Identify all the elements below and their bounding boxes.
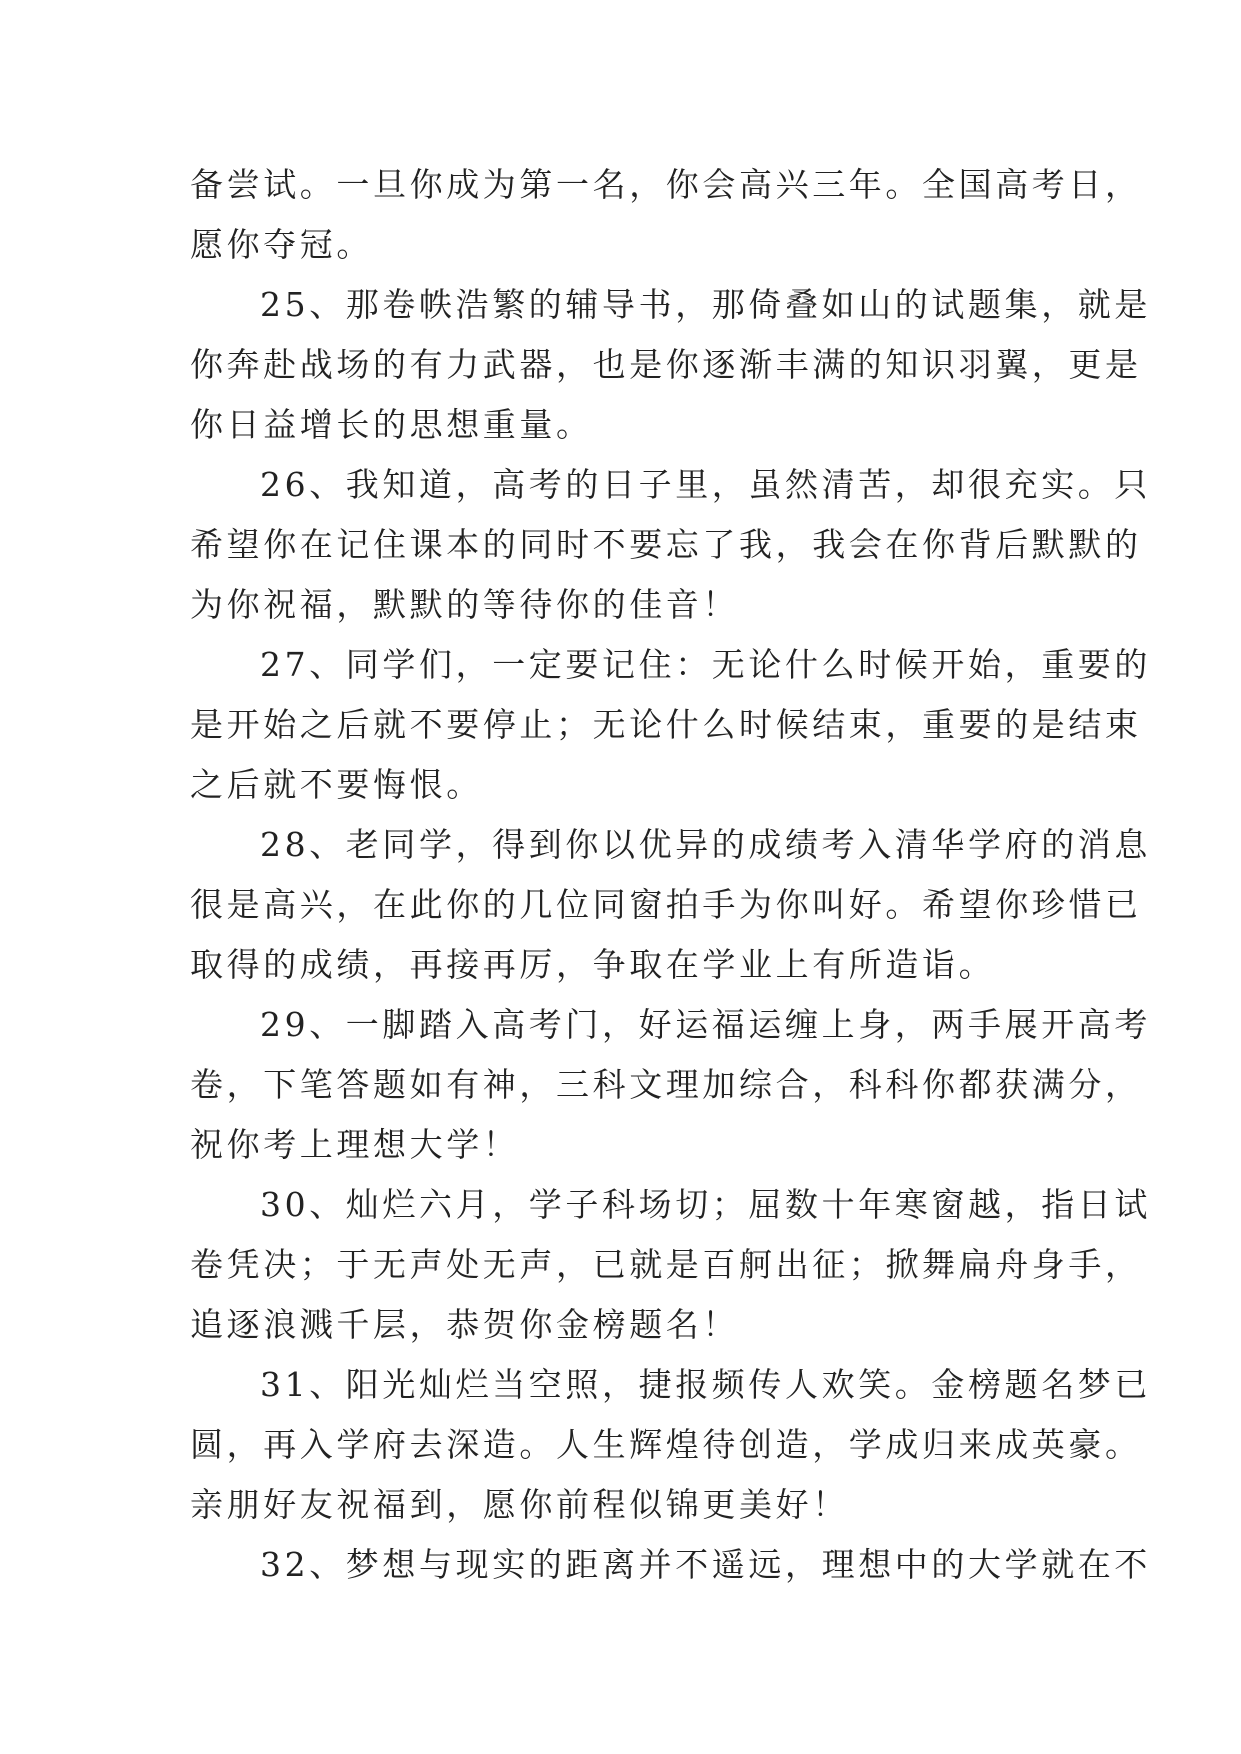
text-line: 祝你考上理想大学！ xyxy=(190,1125,520,1164)
text-line: 25、那卷帙浩繁的辅导书，那倚叠如山的试题集，就是 xyxy=(260,285,1151,324)
text-line: 圆，再入学府去深造。人生辉煌待创造，学成归来成英豪。 xyxy=(190,1425,1142,1464)
text-line: 备尝试。一旦你成为第一名，你会高兴三年。全国高考日， xyxy=(190,165,1142,204)
text-line: 31、阳光灿烂当空照，捷报频传人欢笑。金榜题名梦已 xyxy=(260,1365,1151,1404)
text-line: 是开始之后就不要停止；无论什么时候结束，重要的是结束 xyxy=(190,705,1142,744)
text-line: 追逐浪溅千层，恭贺你金榜题名！ xyxy=(190,1305,739,1344)
text-line: 愿你夺冠。 xyxy=(190,225,373,264)
text-line: 卷，下笔答题如有神，三科文理加综合，科科你都获满分， xyxy=(190,1065,1142,1104)
text-line: 32、梦想与现实的距离并不遥远，理想中的大学就在不 xyxy=(260,1545,1151,1584)
body-text xyxy=(190,155,1151,1595)
text-line: 为你祝福，默默的等待你的佳音！ xyxy=(190,585,739,624)
text-line: 很是高兴，在此你的几位同窗拍手为你叫好。希望你珍惜已 xyxy=(190,885,1142,924)
text-line: 你奔赴战场的有力武器，也是你逐渐丰满的知识羽翼，更是 xyxy=(190,345,1142,384)
text-line: 你日益增长的思想重量。 xyxy=(190,405,593,444)
text-line: 27、同学们，一定要记住：无论什么时候开始，重要的 xyxy=(260,645,1151,684)
text-line: 30、灿烂六月，学子科场切；屈数十年寒窗越，指日试 xyxy=(260,1185,1151,1224)
text-line: 之后就不要悔恨。 xyxy=(190,765,483,804)
text-line: 希望你在记住课本的同时不要忘了我，我会在你背后默默的 xyxy=(190,525,1142,564)
text-line: 29、一脚踏入高考门，好运福运缠上身，两手展开高考 xyxy=(260,1005,1151,1044)
text-line: 亲朋好友祝福到，愿你前程似锦更美好！ xyxy=(190,1485,849,1524)
text-line: 卷凭决；于无声处无声，已就是百舸出征；掀舞扁舟身手， xyxy=(190,1245,1142,1284)
text-line: 28、老同学，得到你以优异的成绩考入清华学府的消息 xyxy=(260,825,1151,864)
text-line: 26、我知道，高考的日子里，虽然清苦，却很充实。只 xyxy=(260,465,1151,504)
text-line: 取得的成绩，再接再厉，争取在学业上有所造诣。 xyxy=(190,945,996,984)
